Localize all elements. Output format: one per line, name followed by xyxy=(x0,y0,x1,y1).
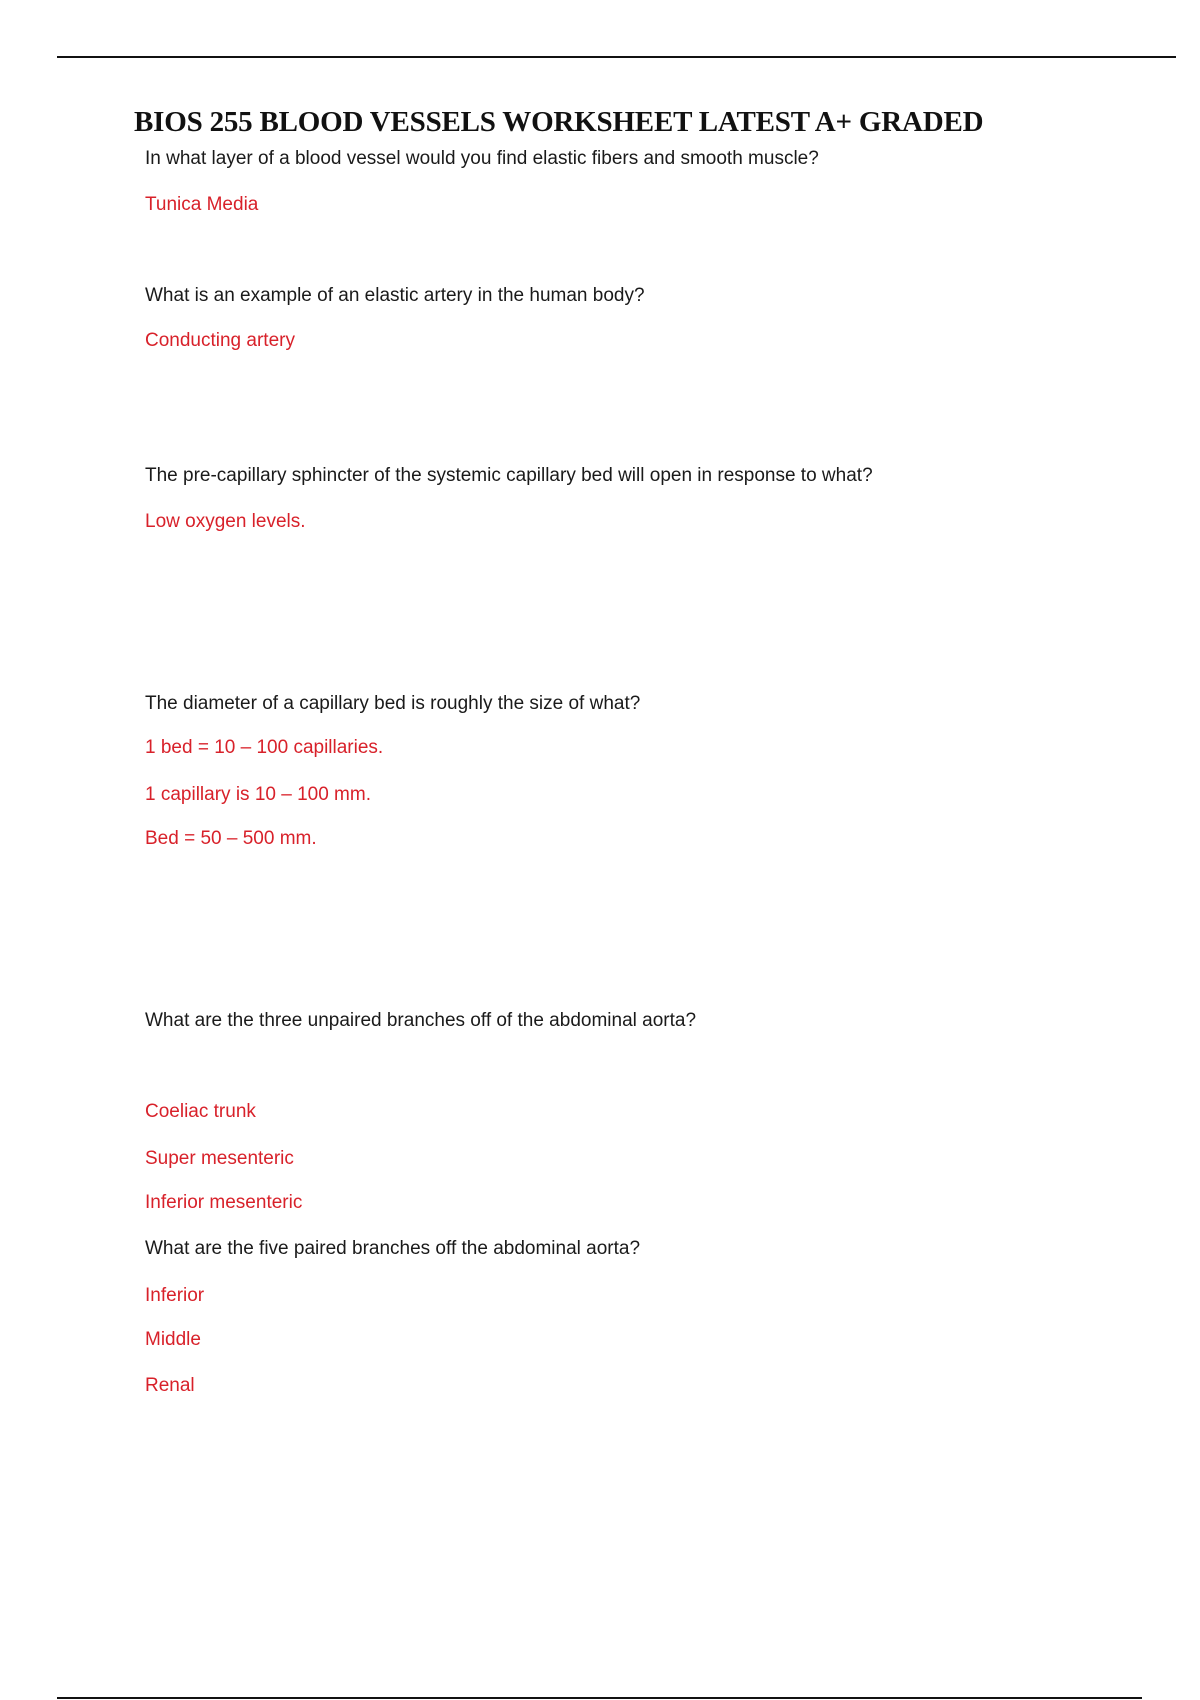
answer-1: Tunica Media xyxy=(145,194,259,215)
answer-4-line-3: Bed = 50 – 500 mm. xyxy=(145,828,317,849)
answer-5-line-3: Inferior mesenteric xyxy=(145,1192,303,1213)
question-4: The diameter of a capillary bed is roughly the size of what? xyxy=(145,693,641,714)
question-5: What are the three unpaired branches off of the abdominal aorta? xyxy=(145,1010,697,1031)
answer-6-line-3: Renal xyxy=(145,1375,195,1396)
bottom-rule xyxy=(57,1697,1142,1699)
answer-2: Conducting artery xyxy=(145,330,295,351)
top-rule xyxy=(57,56,1176,58)
question-3: The pre-capillary sphincter of the systemic capillary bed will open in response to what? xyxy=(145,465,873,486)
answer-4-line-1: 1 bed = 10 – 100 capillaries. xyxy=(145,737,384,758)
answer-6-line-1: Inferior xyxy=(145,1285,205,1306)
question-6: What are the five paired branches off the abdominal aorta? xyxy=(145,1238,641,1259)
question-1: In what layer of a blood vessel would you find elastic fibers and smooth muscle? xyxy=(145,148,819,169)
answer-3: Low oxygen levels. xyxy=(145,511,306,532)
answer-5-line-2: Super mesenteric xyxy=(145,1148,294,1169)
answer-5-line-1: Coeliac trunk xyxy=(145,1101,256,1122)
answer-4-line-2: 1 capillary is 10 – 100 mm. xyxy=(145,784,371,805)
document-title: BIOS 255 BLOOD VESSELS WORKSHEET LATEST A+ GRADED xyxy=(134,106,984,138)
answer-6-line-2: Middle xyxy=(145,1329,201,1350)
question-2: What is an example of an elastic artery in the human body? xyxy=(145,285,645,306)
